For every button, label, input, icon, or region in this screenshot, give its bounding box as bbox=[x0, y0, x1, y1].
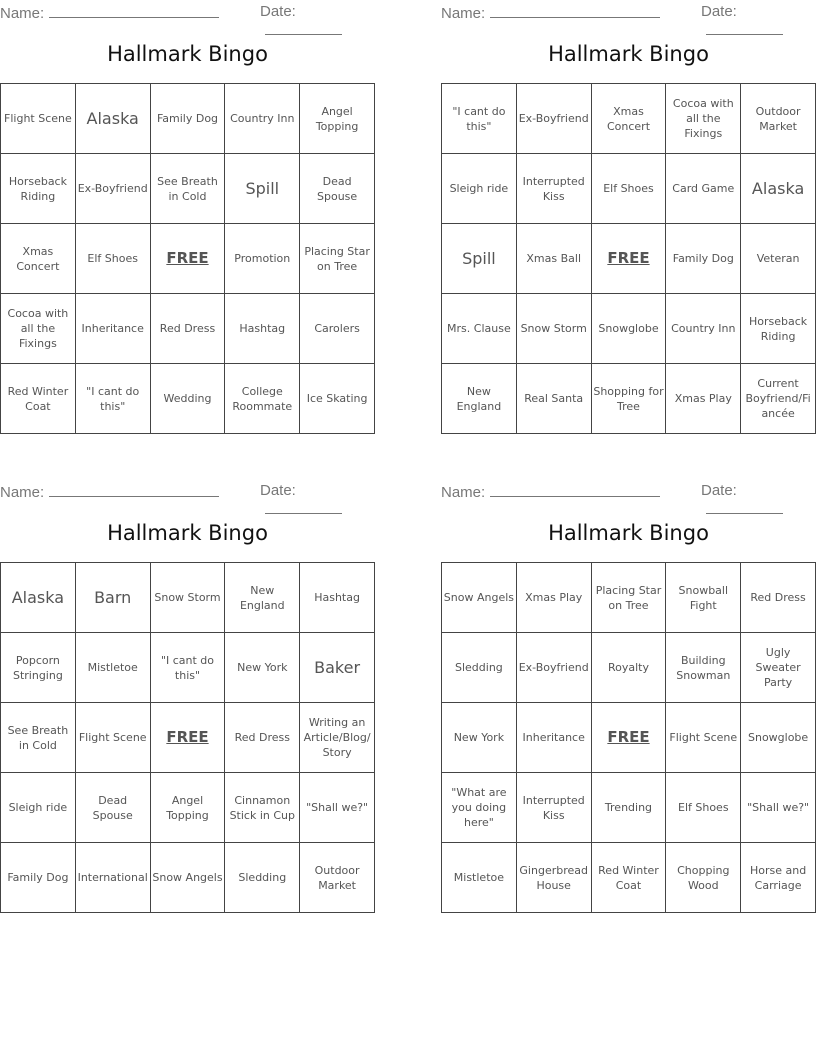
bingo-cell: "I cant do this" bbox=[151, 633, 226, 703]
name-date-line bbox=[441, 482, 816, 500]
bingo-cell: Xmas Concert bbox=[1, 224, 76, 294]
bingo-cell: Snow Angels bbox=[151, 843, 226, 913]
date-field bbox=[701, 482, 816, 518]
free-space: FREE bbox=[592, 224, 667, 294]
bingo-cell: Baker bbox=[300, 633, 375, 703]
bingo-cell: "Shall we?" bbox=[741, 773, 816, 843]
bingo-cell: Hashtag bbox=[225, 294, 300, 364]
bingo-cell: Elf Shoes bbox=[666, 773, 741, 843]
bingo-cell: Xmas Ball bbox=[517, 224, 592, 294]
name-label: Name: bbox=[441, 484, 486, 501]
name-blank bbox=[49, 482, 219, 497]
bingo-cell: Gingerbread House bbox=[517, 843, 592, 913]
bingo-cell: Country Inn bbox=[666, 294, 741, 364]
bingo-cell: Barn bbox=[76, 563, 151, 633]
bingo-cell: New York bbox=[442, 703, 517, 773]
bingo-cell: Sledding bbox=[225, 843, 300, 913]
bingo-cell: Snowball Fight bbox=[666, 563, 741, 633]
bingo-cell: Real Santa bbox=[517, 364, 592, 434]
name-date-line bbox=[441, 3, 816, 21]
bingo-grid bbox=[441, 83, 816, 434]
date-label: Date: bbox=[260, 482, 296, 499]
date-blank bbox=[265, 499, 342, 514]
name-field bbox=[441, 3, 660, 22]
bingo-cell: New England bbox=[225, 563, 300, 633]
card-title: Hallmark Bingo bbox=[548, 42, 709, 66]
bingo-cell: Horse and Carriage bbox=[741, 843, 816, 913]
bingo-cell: Current Boyfriend/Fiancée bbox=[741, 364, 816, 434]
name-blank bbox=[490, 482, 660, 497]
bingo-cell: Horseback Riding bbox=[741, 294, 816, 364]
bingo-cell: Ex-Boyfriend bbox=[517, 84, 592, 154]
bingo-cell: Hashtag bbox=[300, 563, 375, 633]
bingo-cell: Angel Topping bbox=[151, 773, 226, 843]
bingo-grid bbox=[441, 562, 816, 913]
date-blank bbox=[706, 499, 783, 514]
date-field bbox=[260, 482, 375, 518]
bingo-cell: Red Dress bbox=[741, 563, 816, 633]
bingo-cell: Dead Spouse bbox=[76, 773, 151, 843]
bingo-cell: Cocoa with all the Fixings bbox=[1, 294, 76, 364]
bingo-cell: Royalty bbox=[592, 633, 667, 703]
bingo-cell: Elf Shoes bbox=[76, 224, 151, 294]
bingo-cell: Mistletoe bbox=[442, 843, 517, 913]
name-date-line bbox=[0, 482, 375, 500]
bingo-cell: "I cant do this" bbox=[76, 364, 151, 434]
bingo-cell: Family Dog bbox=[151, 84, 226, 154]
bingo-cell: Chopping Wood bbox=[666, 843, 741, 913]
bingo-cell: "I cant do this" bbox=[442, 84, 517, 154]
bingo-cell: Building Snowman bbox=[666, 633, 741, 703]
bingo-cell: Ugly Sweater Party bbox=[741, 633, 816, 703]
bingo-cell: Snowglobe bbox=[592, 294, 667, 364]
bingo-cell: Alaska bbox=[741, 154, 816, 224]
name-field bbox=[0, 3, 219, 22]
name-field bbox=[441, 482, 660, 501]
bingo-cell: Horseback Riding bbox=[1, 154, 76, 224]
bingo-cell: Placing Star on Tree bbox=[592, 563, 667, 633]
bingo-cell: Spill bbox=[442, 224, 517, 294]
bingo-cell: Snow Storm bbox=[517, 294, 592, 364]
bingo-cell: Interrupted Kiss bbox=[517, 773, 592, 843]
bingo-cell: Shopping for Tree bbox=[592, 364, 667, 434]
bingo-cell: Spill bbox=[225, 154, 300, 224]
bingo-cell: Mrs. Clause bbox=[442, 294, 517, 364]
bingo-cell: Xmas Concert bbox=[592, 84, 667, 154]
date-label: Date: bbox=[701, 3, 737, 20]
bingo-cell: Flight Scene bbox=[666, 703, 741, 773]
bingo-cell: See Breath in Cold bbox=[151, 154, 226, 224]
bingo-cell: See Breath in Cold bbox=[1, 703, 76, 773]
card-title: Hallmark Bingo bbox=[107, 42, 268, 66]
bingo-cell: Carolers bbox=[300, 294, 375, 364]
bingo-cell: Cocoa with all the Fixings bbox=[666, 84, 741, 154]
card-title: Hallmark Bingo bbox=[107, 521, 268, 545]
bingo-cell: Flight Scene bbox=[76, 703, 151, 773]
bingo-cell: Red Dress bbox=[151, 294, 226, 364]
bingo-cell: Snow Storm bbox=[151, 563, 226, 633]
bingo-cell: Red Winter Coat bbox=[1, 364, 76, 434]
bingo-cell: Red Dress bbox=[225, 703, 300, 773]
bingo-cell: Veteran bbox=[741, 224, 816, 294]
bingo-cell: Card Game bbox=[666, 154, 741, 224]
name-blank bbox=[49, 3, 219, 18]
bingo-cell: Flight Scene bbox=[1, 84, 76, 154]
bingo-cell: Writing an Article/Blog/Story bbox=[300, 703, 375, 773]
free-space: FREE bbox=[592, 703, 667, 773]
name-date-line bbox=[0, 3, 375, 21]
bingo-cell: Mistletoe bbox=[76, 633, 151, 703]
free-space: FREE bbox=[151, 703, 226, 773]
bingo-cell: Alaska bbox=[1, 563, 76, 633]
bingo-cell: New York bbox=[225, 633, 300, 703]
name-label: Name: bbox=[441, 5, 486, 22]
name-field bbox=[0, 482, 219, 501]
bingo-cell: International bbox=[76, 843, 151, 913]
bingo-cell: Outdoor Market bbox=[741, 84, 816, 154]
bingo-cell: Xmas Play bbox=[666, 364, 741, 434]
bingo-grid bbox=[0, 83, 375, 434]
bingo-cell: Snow Angels bbox=[442, 563, 517, 633]
bingo-cell: Cinnamon Stick in Cup bbox=[225, 773, 300, 843]
bingo-cell: "Shall we?" bbox=[300, 773, 375, 843]
bingo-cell: Country Inn bbox=[225, 84, 300, 154]
bingo-cell: Trending bbox=[592, 773, 667, 843]
bingo-cell: "What are you doing here" bbox=[442, 773, 517, 843]
name-blank bbox=[490, 3, 660, 18]
bingo-cell: Sledding bbox=[442, 633, 517, 703]
bingo-cell: Popcorn Stringing bbox=[1, 633, 76, 703]
bingo-cell: Snowglobe bbox=[741, 703, 816, 773]
date-blank bbox=[706, 20, 783, 35]
bingo-cell: Sleigh ride bbox=[442, 154, 517, 224]
bingo-cell: Inheritance bbox=[517, 703, 592, 773]
bingo-cell: Wedding bbox=[151, 364, 226, 434]
bingo-cell: Placing Star on Tree bbox=[300, 224, 375, 294]
date-blank bbox=[265, 20, 342, 35]
free-space: FREE bbox=[151, 224, 226, 294]
bingo-cell: New England bbox=[442, 364, 517, 434]
bingo-cell: Red Winter Coat bbox=[592, 843, 667, 913]
bingo-cell: Ex-Boyfriend bbox=[517, 633, 592, 703]
card-title: Hallmark Bingo bbox=[548, 521, 709, 545]
name-label: Name: bbox=[0, 484, 45, 501]
bingo-cell: Family Dog bbox=[1, 843, 76, 913]
bingo-cell: Elf Shoes bbox=[592, 154, 667, 224]
bingo-cell: Angel Topping bbox=[300, 84, 375, 154]
bingo-cell: Alaska bbox=[76, 84, 151, 154]
bingo-cell: Family Dog bbox=[666, 224, 741, 294]
bingo-cell: Ex-Boyfriend bbox=[76, 154, 151, 224]
bingo-cell: College Roommate bbox=[225, 364, 300, 434]
bingo-cell: Sleigh ride bbox=[1, 773, 76, 843]
bingo-cell: Interrupted Kiss bbox=[517, 154, 592, 224]
date-label: Date: bbox=[260, 3, 296, 20]
bingo-cell: Inheritance bbox=[76, 294, 151, 364]
bingo-cell: Xmas Play bbox=[517, 563, 592, 633]
date-field bbox=[701, 3, 816, 39]
bingo-cell: Ice Skating bbox=[300, 364, 375, 434]
bingo-cell: Promotion bbox=[225, 224, 300, 294]
date-label: Date: bbox=[701, 482, 737, 499]
bingo-cell: Dead Spouse bbox=[300, 154, 375, 224]
date-field bbox=[260, 3, 375, 39]
name-label: Name: bbox=[0, 5, 45, 22]
bingo-cell: Outdoor Market bbox=[300, 843, 375, 913]
bingo-grid bbox=[0, 562, 375, 913]
